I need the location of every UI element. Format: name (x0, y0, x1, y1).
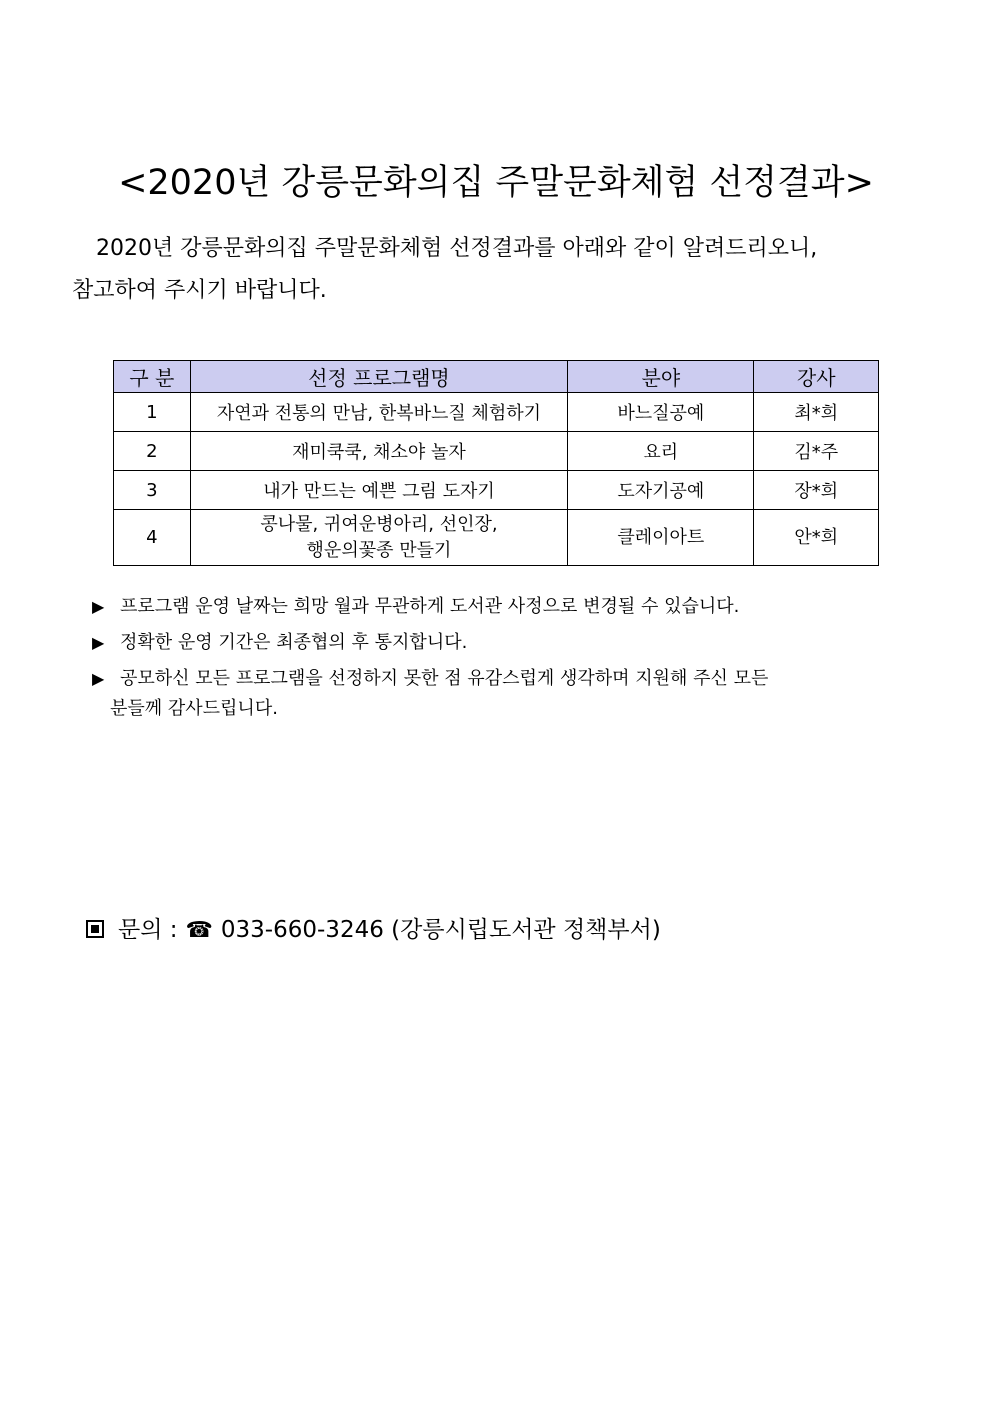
table-header-row (114, 361, 879, 393)
intro-line-1: 2020년 강릉문화의집 주말문화체험 선정결과를 아래와 같이 알려드리오니, (96, 236, 818, 261)
row-field: 클레이아트 (568, 510, 754, 566)
table-row (114, 393, 879, 432)
row-instructor: 김*주 (754, 432, 879, 471)
contact-line (86, 912, 661, 949)
intro-paragraph (72, 228, 932, 312)
contact-label: 문의 : (118, 917, 178, 943)
intro-line-2: 참고하여 주시기 바랍니다. (72, 278, 327, 303)
row-number: 1 (114, 393, 191, 432)
contact-department: (강릉시립도서관 정책부서) (391, 917, 661, 943)
triangle-right-icon: ▶ (92, 633, 105, 652)
contact-phone-number: 033-660-3246 (220, 917, 384, 943)
row-program-name: 자연과 전통의 만남, 한복바느질 체험하기 (190, 393, 567, 432)
header-category: 구 분 (114, 361, 191, 393)
row-program-name (190, 510, 567, 566)
results-table (113, 360, 879, 566)
list-item (92, 664, 892, 724)
row-instructor: 안*희 (754, 510, 879, 566)
list-item (92, 592, 892, 622)
page-title: <2020년 강릉문화의집 주말문화체험 선정결과> (118, 163, 874, 203)
telephone-icon: ☎ (185, 918, 213, 943)
row-number: 3 (114, 471, 191, 510)
header-field: 분야 (568, 361, 754, 393)
notes-list (92, 592, 892, 730)
note-text: 정확한 운영 기간은 최종협의 후 통지합니다. (120, 632, 468, 653)
row-number: 4 (114, 510, 191, 566)
row-program-name: 내가 만드는 예쁜 그림 도자기 (190, 471, 567, 510)
header-program-name: 선정 프로그램명 (190, 361, 567, 393)
triangle-right-icon: ▶ (92, 669, 105, 688)
row-number: 2 (114, 432, 191, 471)
note-text: 공모하신 모든 프로그램을 선정하지 못한 점 유감스럽게 생각하며 지원해 주신 모든 (120, 668, 769, 689)
header-instructor: 강사 (754, 361, 879, 393)
row-field: 도자기공예 (568, 471, 754, 510)
row-program-name-line-2: 행운의꽃종 만들기 (306, 539, 452, 561)
triangle-right-icon: ▶ (92, 597, 105, 616)
square-bullet-icon (86, 920, 104, 938)
table-row (114, 471, 879, 510)
list-item (92, 628, 892, 658)
table-row (114, 432, 879, 471)
row-program-name: 재미쿡쿡, 채소야 놀자 (190, 432, 567, 471)
row-program-name-line-1: 콩나물, 귀여운병아리, 선인장, (260, 513, 498, 535)
row-instructor: 최*희 (754, 393, 879, 432)
row-field: 요리 (568, 432, 754, 471)
row-instructor: 장*희 (754, 471, 879, 510)
note-text-continued: 분들께 감사드립니다. (110, 698, 278, 719)
table-row (114, 510, 879, 566)
note-text: 프로그램 운영 날짜는 희망 월과 무관하게 도서관 사정으로 변경될 수 있습니다. (120, 596, 740, 617)
row-field: 바느질공예 (568, 393, 754, 432)
